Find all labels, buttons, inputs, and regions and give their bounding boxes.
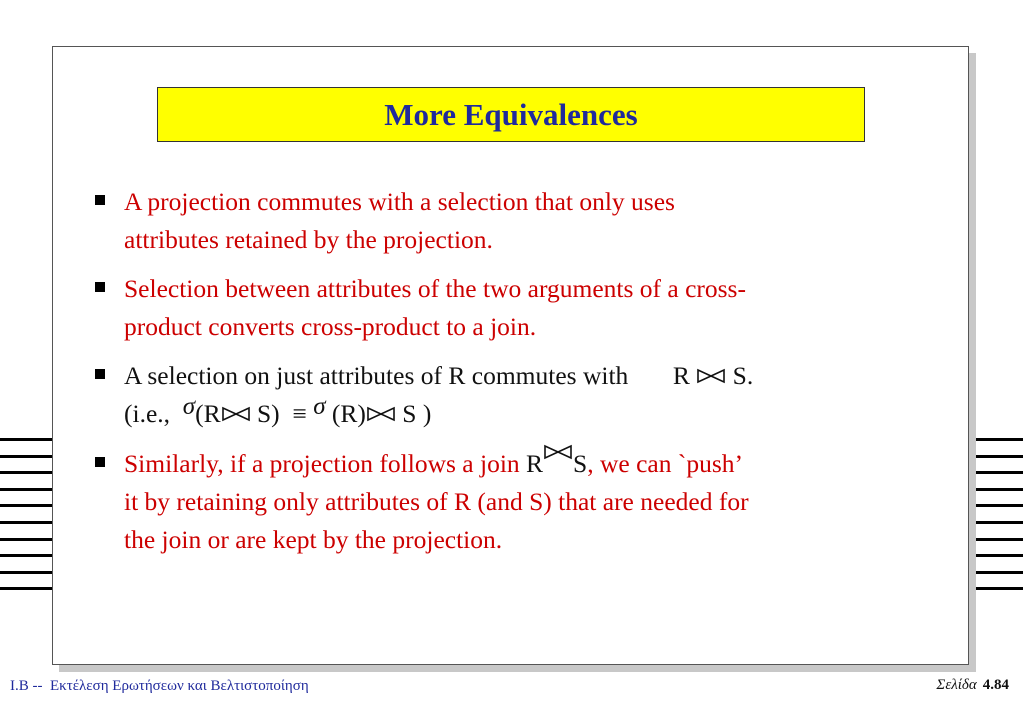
bullet-line: [124, 357, 951, 395]
expr-open: (R: [195, 399, 221, 428]
natural-join-icon: [543, 444, 573, 460]
bullet-line: product converts cross-product to a join.: [124, 312, 537, 341]
ie-label: (i.e.,: [124, 399, 171, 428]
bullet-line: A projection commutes with a selection that only uses: [124, 187, 675, 216]
title-box: [157, 87, 865, 142]
sigma-icon: σ: [182, 393, 196, 420]
footer-course-title: I.B -- Εκτέλεση Ερωτήσεων και Βελτιστοποίηση: [10, 678, 309, 694]
bullet-line: attributes retained by the projection.: [124, 225, 493, 254]
left-decorative-lines: [0, 438, 60, 604]
natural-join-icon: [696, 368, 726, 384]
relation-r: R: [526, 449, 544, 478]
bullet-item: [91, 183, 951, 259]
footer-page: [936, 677, 1009, 694]
bullet-item: [91, 357, 951, 434]
expr-end: S ): [402, 399, 432, 428]
bullet-text: Similarly, if a projection follows a join: [124, 449, 520, 478]
bullet-list: [91, 183, 951, 570]
bullet-line: [124, 445, 951, 483]
page-label: Σελίδα: [936, 677, 977, 693]
bullet-line: [124, 395, 951, 434]
natural-join-icon: [366, 406, 396, 422]
bullet-item: [91, 445, 951, 559]
slide-panel: [52, 46, 969, 665]
square-bullet-icon: [95, 369, 105, 379]
expr-s: S): [257, 399, 280, 428]
page-number: 4.84: [982, 677, 1009, 693]
natural-join-icon: [221, 406, 251, 422]
bullet-line: the join or are kept by the projection.: [124, 525, 503, 554]
relation-s: S: [573, 449, 588, 478]
square-bullet-icon: [95, 195, 105, 205]
bullet-line: Selection between attributes of the two arguments of a cross-: [124, 274, 746, 303]
bullet-item: [91, 270, 951, 346]
bullet-text-rest: , we can `push’: [587, 449, 744, 478]
relation-s: S.: [732, 361, 754, 390]
relation-r: R: [672, 361, 690, 390]
square-bullet-icon: [95, 457, 105, 467]
square-bullet-icon: [95, 282, 105, 292]
equivalence-icon: ≡: [292, 399, 307, 428]
sigma-icon: σ: [313, 393, 326, 420]
bullet-text: A selection on just attributes of R commutes with: [124, 361, 629, 390]
expr-r: (R): [331, 399, 366, 428]
bullet-line: it by retaining only attributes of R (and S) that are needed for: [124, 487, 749, 516]
slide-title: More Equivalences: [384, 96, 638, 132]
